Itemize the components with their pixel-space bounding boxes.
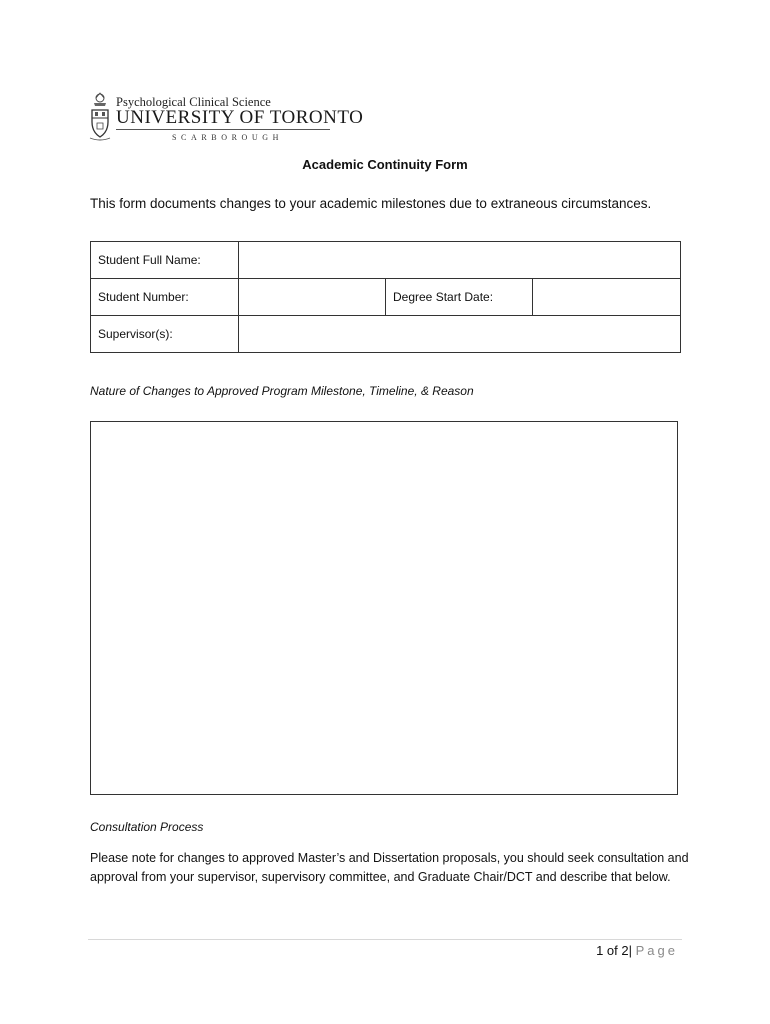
table-row bbox=[91, 279, 681, 316]
student-full-name-label: Student Full Name: bbox=[91, 242, 239, 279]
student-number-label: Student Number: bbox=[91, 279, 239, 316]
page-number: 1 of 2 bbox=[596, 943, 629, 958]
degree-start-date-label: Degree Start Date: bbox=[386, 279, 533, 316]
supervisors-field[interactable] bbox=[239, 316, 681, 353]
changes-text-area[interactable] bbox=[90, 421, 678, 795]
form-title: Academic Continuity Form bbox=[302, 157, 468, 172]
table-row bbox=[91, 316, 681, 353]
campus-name: SCARBOROUGH bbox=[172, 133, 284, 142]
form-intro: This form documents changes to your academic milestones due to extraneous circumstances. bbox=[90, 196, 652, 211]
supervisors-label: Supervisor(s): bbox=[91, 316, 239, 353]
table-row bbox=[91, 242, 681, 279]
page-footer bbox=[596, 943, 678, 958]
logo-divider bbox=[116, 129, 330, 130]
page-word: Page bbox=[635, 943, 678, 958]
university-name: UNIVERSITY OF TORONTO bbox=[116, 107, 364, 128]
university-logo bbox=[88, 92, 364, 144]
department-name: Psychological Clinical Science bbox=[116, 95, 271, 109]
student-info-table bbox=[90, 241, 681, 353]
consultation-text: Please note for changes to approved Master’s and Dissertation proposals, you should seek consultation and approval from your supervisor, supervisory committee, and Graduate Chair/DCT and describe that below. bbox=[90, 851, 689, 884]
footer-divider bbox=[88, 939, 682, 940]
consultation-heading: Consultation Process bbox=[90, 820, 204, 834]
student-full-name-field[interactable] bbox=[239, 242, 681, 279]
university-crest-icon bbox=[88, 92, 112, 142]
footer-separator: | bbox=[628, 943, 632, 958]
degree-start-date-field[interactable] bbox=[533, 279, 681, 316]
student-number-field[interactable] bbox=[239, 279, 386, 316]
changes-heading: Nature of Changes to Approved Program Milestone, Timeline, & Reason bbox=[90, 384, 474, 398]
